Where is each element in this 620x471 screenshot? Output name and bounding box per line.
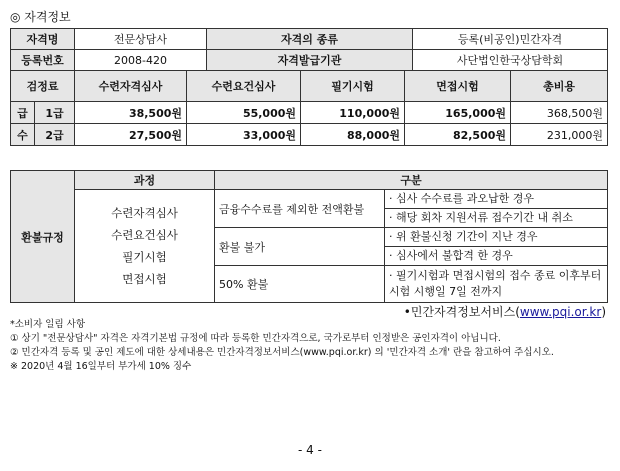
table-row — [11, 124, 608, 146]
refund-reason: · 해당 회차 지원서류 접수기간 내 취소 — [385, 209, 608, 228]
page-number: - 4 - — [298, 443, 322, 457]
process-list — [75, 190, 215, 303]
grade-2: 2급 — [35, 124, 75, 146]
issuer-label: 자격발급기관 — [207, 50, 413, 71]
refund-reason: · 필기시험과 면접시험의 접수 종료 이후부터 시험 시행일 7일 전까지 — [385, 266, 608, 303]
notes-heading: *소비자 일림 사항 — [10, 319, 86, 330]
issuer-value: 사단법인한국상담학회 — [413, 50, 608, 71]
grade-1: 1급 — [35, 102, 75, 124]
section-title: ◎ 자격정보 — [10, 10, 71, 24]
table-row — [11, 50, 608, 71]
table-row — [11, 171, 608, 190]
fee-total: 368,500원 — [511, 102, 608, 124]
grade-label: 급 — [11, 102, 35, 124]
type-label: 자격의 종류 — [207, 29, 413, 50]
reg-value: 2008-420 — [75, 50, 207, 71]
table-row — [11, 71, 608, 102]
source-suffix: ) — [601, 305, 606, 319]
process-item: 면접시험 — [122, 272, 167, 286]
process-header: 과정 — [75, 171, 215, 190]
refund-reason: · 심사에서 불합격 한 경우 — [385, 247, 608, 266]
name-label: 자격명 — [11, 29, 75, 50]
refund-reason: · 위 환불신청 기간이 지난 경우 — [385, 228, 608, 247]
consumer-notes — [10, 318, 554, 374]
refund-reason: · 심사 수수료를 과오납한 경우 — [385, 190, 608, 209]
grade-label: 수 — [11, 124, 35, 146]
fee-header: 면접시험 — [405, 71, 511, 102]
fee-cell: 110,000원 — [301, 102, 405, 124]
name-value: 전문상담사 — [75, 29, 207, 50]
note-item: ① 상기 "전문상담사" 자격은 자격기본법 규정에 따라 등록한 민간자격으로, 국가로부터 인정받은 공인자격이 아닙니다. — [10, 333, 501, 344]
fee-cell: 165,000원 — [405, 102, 511, 124]
note-item: ※ 2020년 4월 16일부터 부가세 10% 징수 — [10, 361, 192, 372]
type-value: 등록(비공인)민간자격 — [413, 29, 608, 50]
pqi-link[interactable]: www.pqi.or.kr — [519, 305, 602, 319]
category-header: 구분 — [215, 171, 608, 190]
table-row — [11, 190, 608, 209]
fee-cell: 88,000원 — [301, 124, 405, 146]
fee-header: 필기시험 — [301, 71, 405, 102]
process-item: 수련자격심사 — [111, 206, 178, 220]
fee-header: 총비용 — [511, 71, 608, 102]
fee-header: 검정료 — [11, 71, 75, 102]
table-row — [11, 102, 608, 124]
fee-total: 231,000원 — [511, 124, 608, 146]
note-item: ② 민간자격 등록 및 공인 제도에 대한 상세내용은 민간자격정보서비스(www.pqi.or.kr) 의 '민간자격 소개' 란을 참고하여 주십시오. — [10, 347, 554, 358]
process-item: 필기시험 — [122, 250, 167, 264]
refund-table — [10, 170, 608, 303]
fee-cell: 82,500원 — [405, 124, 511, 146]
refund-type: 금융수수료를 제외한 전액환불 — [215, 190, 385, 228]
fee-cell: 33,000원 — [187, 124, 301, 146]
fee-cell: 55,000원 — [187, 102, 301, 124]
fee-table — [10, 70, 608, 146]
refund-type: 50% 환불 — [215, 266, 385, 303]
qualification-info-table — [10, 28, 608, 71]
process-item: 수련요건심사 — [111, 228, 178, 242]
source-prefix: •민간자격정보서비스( — [403, 305, 520, 319]
fee-cell: 38,500원 — [75, 102, 187, 124]
fee-cell: 27,500원 — [75, 124, 187, 146]
fee-header: 수련요건심사 — [187, 71, 301, 102]
reg-label: 등록번호 — [11, 50, 75, 71]
refund-type: 환불 불가 — [215, 228, 385, 266]
table-row — [11, 29, 608, 50]
refund-label: 환불규정 — [11, 171, 75, 303]
fee-header: 수련자격심사 — [75, 71, 187, 102]
